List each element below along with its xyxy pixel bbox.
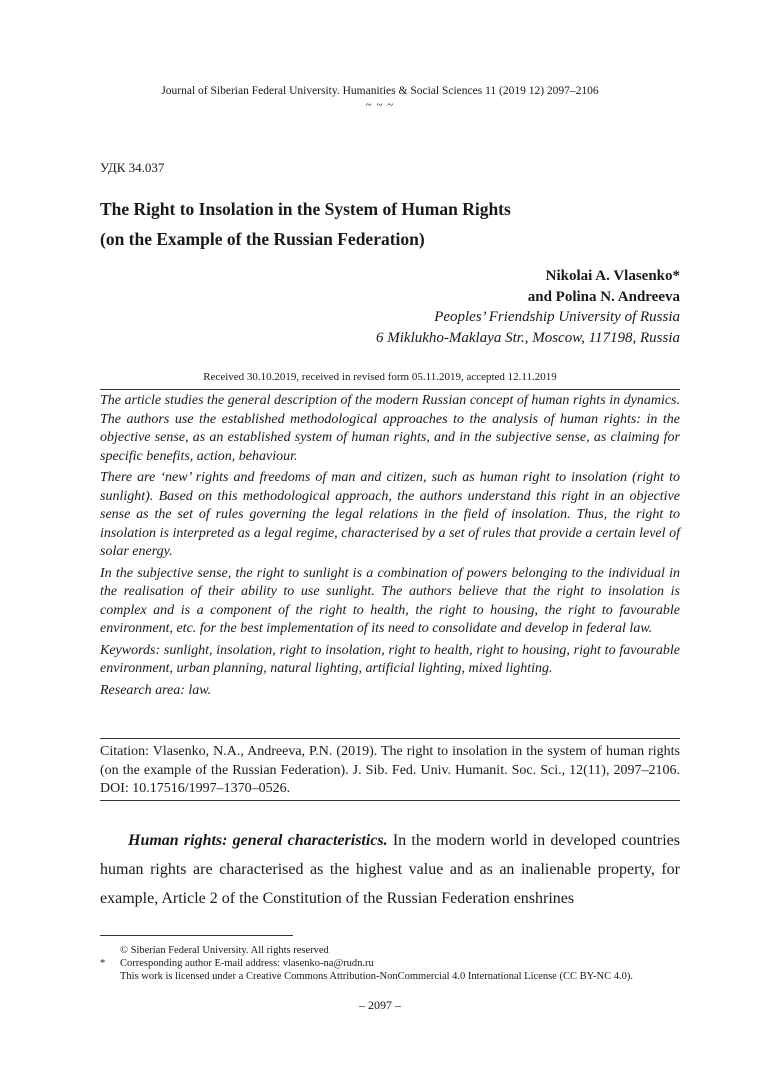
received-dates: Received 30.10.2019, received in revised form 05.11.2019, accepted 12.11.2019 [203, 371, 557, 383]
footnote-rule [100, 935, 293, 936]
citation-bottom-rule [100, 800, 680, 801]
keywords: Keywords: sunlight, insolation, right to insolation, right to health, right to housing, right to favourable environment, urban planning, natural lighting, artificial lighting, mixed lighting. [100, 642, 680, 676]
author-2: and Polina N. Andreeva [527, 288, 680, 305]
footnote-star: * [100, 958, 106, 969]
footnotes [100, 944, 700, 983]
abstract-paragraph-2: There are ‘new’ rights and freedoms of man and citizen, such as human right to insolation (right to sunlight). Based on this methodological approach, the authors understand this right in an objective sense as the set of rules governing the legal relations in the field of insolation. Thus, the right to insolation is interpreted as a legal regime, characterised by a set of rules that provide a certain level of solar energy. [100, 470, 680, 559]
article-title [100, 194, 680, 254]
page-number: – 2097 – [359, 998, 401, 1012]
citation: Citation: Vlasenko, N.A., Andreeva, P.N. (2019). The right to insolation in the system of human rights (on the example of the Russian Federation). J. Sib. Fed. Univ. Humanit. Soc. Sci., 12(11), 2097–2106. DOI: 10.17516/1997–1370–0526. [100, 744, 680, 796]
header-ornament: ~ ~ ~ [365, 99, 395, 111]
title-line-1: The Right to Insolation in the System of Human Rights [100, 199, 511, 219]
abstract-paragraph-3: In the subjective sense, the right to sunlight is a combination of powers belonging to the individual in the realisation of their ability to use sunlight. The authors believe that the right to insolation is complex and is a component of the right to health, the right to housing, the right to favourable environment, etc. for the best implementation of its need to consolidate and develop in federal law. [100, 565, 680, 636]
corresponding-author: Corresponding author E-mail address: vlasenko-na@rudn.ru [120, 958, 374, 969]
section-heading: Human rights: general characteristics. [128, 832, 388, 849]
abstract-top-rule [100, 389, 680, 390]
footnote-corresponding [100, 957, 700, 970]
title-line-2: (on the Example of the Russian Federation) [100, 229, 425, 249]
affiliation: Peoples’ Friendship University of Russia [434, 309, 680, 325]
abstract [100, 392, 680, 703]
body-paragraph [100, 826, 680, 913]
address: 6 Miklukho-Maklaya Str., Moscow, 117198, Russia [376, 329, 680, 346]
footnote-license: This work is licensed under a Creative Commons Attribution-NonCommercial 4.0 International License (CC BY-NC 4.0). [120, 971, 633, 982]
author-1: Nikolai A. Vlasenko* [545, 268, 680, 284]
journal-header: Journal of Siberian Federal University. Humanities & Social Sciences 11 (2019 12) 2097–2106 [161, 85, 599, 97]
research-area: Research area: law. [100, 682, 212, 698]
footnote-copyright: © Siberian Federal University. All rights reserved [120, 945, 329, 956]
body-text: In the modern world in developed countries human rights are characterised as the highest value and as an inalienable property, for example, Article 2 of the Constitution of the Russian Federation enshrines [100, 832, 680, 907]
udk-code: УДК 34.037 [100, 160, 165, 175]
author-block [376, 266, 680, 348]
citation-top-rule [100, 738, 680, 739]
abstract-paragraph-1: The article studies the general description of the modern Russian concept of human rights in dynamics. The authors use the established methodological approaches to the analysis of human rights: in the objective sense, as an established system of human rights, and in the subjective sense, as claiming for specific benefits, action, behaviour. [100, 393, 680, 464]
